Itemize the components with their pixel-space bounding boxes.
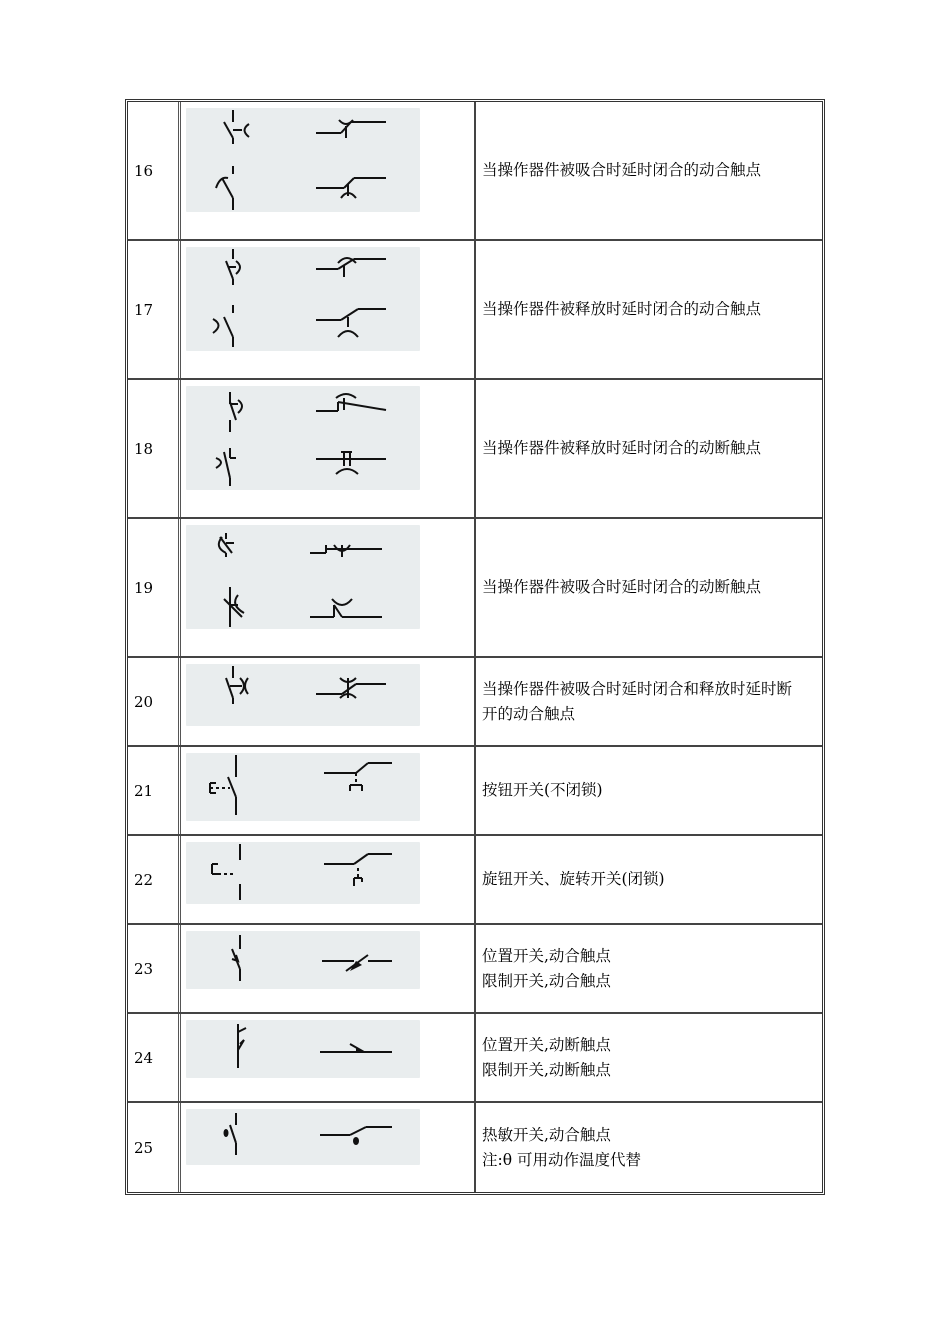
description-line: 开的动合触点	[482, 704, 576, 723]
row-number: 17	[128, 241, 181, 378]
description-cell	[476, 836, 822, 923]
symbol-cell	[181, 658, 476, 745]
symbol-cell	[181, 380, 476, 517]
row-number: 24	[128, 1014, 181, 1101]
symbol-cell	[181, 241, 476, 378]
position-switch-break-symbol	[186, 1020, 420, 1078]
description-line: 限制开关,动断触点	[482, 1060, 611, 1079]
description-cell	[476, 925, 822, 1012]
delay-break-on-release-contact-symbol	[186, 386, 420, 490]
description-line: 旋钮开关、旋转开关(闭锁)	[482, 870, 665, 888]
description-line: 当操作器件被释放时延时闭合的动合触点	[482, 300, 762, 318]
description-line: 按钮开关(不闭锁)	[482, 781, 603, 799]
table-row	[128, 1014, 822, 1103]
table-row	[128, 519, 822, 658]
table-row	[128, 836, 822, 925]
thermal-switch-symbol	[186, 1109, 420, 1165]
description-line: 当操作器件被吸合时延时闭合的动断触点	[482, 578, 762, 596]
table-row	[128, 1103, 822, 1192]
table-row	[128, 658, 822, 747]
position-switch-make-symbol	[186, 931, 420, 989]
description-cell	[476, 102, 822, 239]
row-number: 20	[128, 658, 181, 745]
table-row	[128, 747, 822, 836]
description-cell	[476, 658, 822, 745]
row-number: 18	[128, 380, 181, 517]
description-line: 当操作器件被释放时延时闭合的动断触点	[482, 439, 762, 457]
delay-break-on-energize-contact-symbol	[186, 525, 420, 629]
delay-make-on-release-contact-symbol	[186, 247, 420, 351]
description-cell	[476, 747, 822, 834]
row-number: 25	[128, 1103, 181, 1192]
delay-make-and-break-contact-symbol	[186, 664, 420, 726]
row-number: 21	[128, 747, 181, 834]
symbol-cell	[181, 1103, 476, 1192]
row-number: 19	[128, 519, 181, 656]
row-number: 16	[128, 102, 181, 239]
description-line: 当操作器件被吸合时延时闭合的动合触点	[482, 161, 762, 179]
table-row	[128, 380, 822, 519]
table-row	[128, 102, 822, 241]
description-cell	[476, 241, 822, 378]
description-line: 热敏开关,动合触点	[482, 1125, 611, 1144]
description-line: 当操作器件被吸合时延时闭合和释放时延时断	[482, 679, 793, 698]
description-line: 限制开关,动合触点	[482, 971, 611, 990]
description-cell	[476, 1103, 822, 1192]
description-cell	[476, 380, 822, 517]
symbol-cell	[181, 102, 476, 239]
description-line: 位置开关,动断触点	[482, 1035, 611, 1054]
description-line: 注:θ 可用动作温度代替	[482, 1150, 641, 1169]
symbol-cell	[181, 519, 476, 656]
row-number: 23	[128, 925, 181, 1012]
push-button-switch-symbol	[186, 753, 420, 821]
description-line: 位置开关,动合触点	[482, 946, 611, 965]
table-row	[128, 241, 822, 380]
symbol-cell	[181, 747, 476, 834]
description-cell	[476, 519, 822, 656]
symbol-cell	[181, 925, 476, 1012]
symbol-cell	[181, 1014, 476, 1101]
description-cell	[476, 1014, 822, 1101]
table-row	[128, 925, 822, 1014]
rotary-switch-symbol	[186, 842, 420, 904]
row-number: 22	[128, 836, 181, 923]
delay-make-on-energize-contact-symbol	[186, 108, 420, 212]
symbol-cell	[181, 836, 476, 923]
symbol-table	[125, 99, 825, 1195]
